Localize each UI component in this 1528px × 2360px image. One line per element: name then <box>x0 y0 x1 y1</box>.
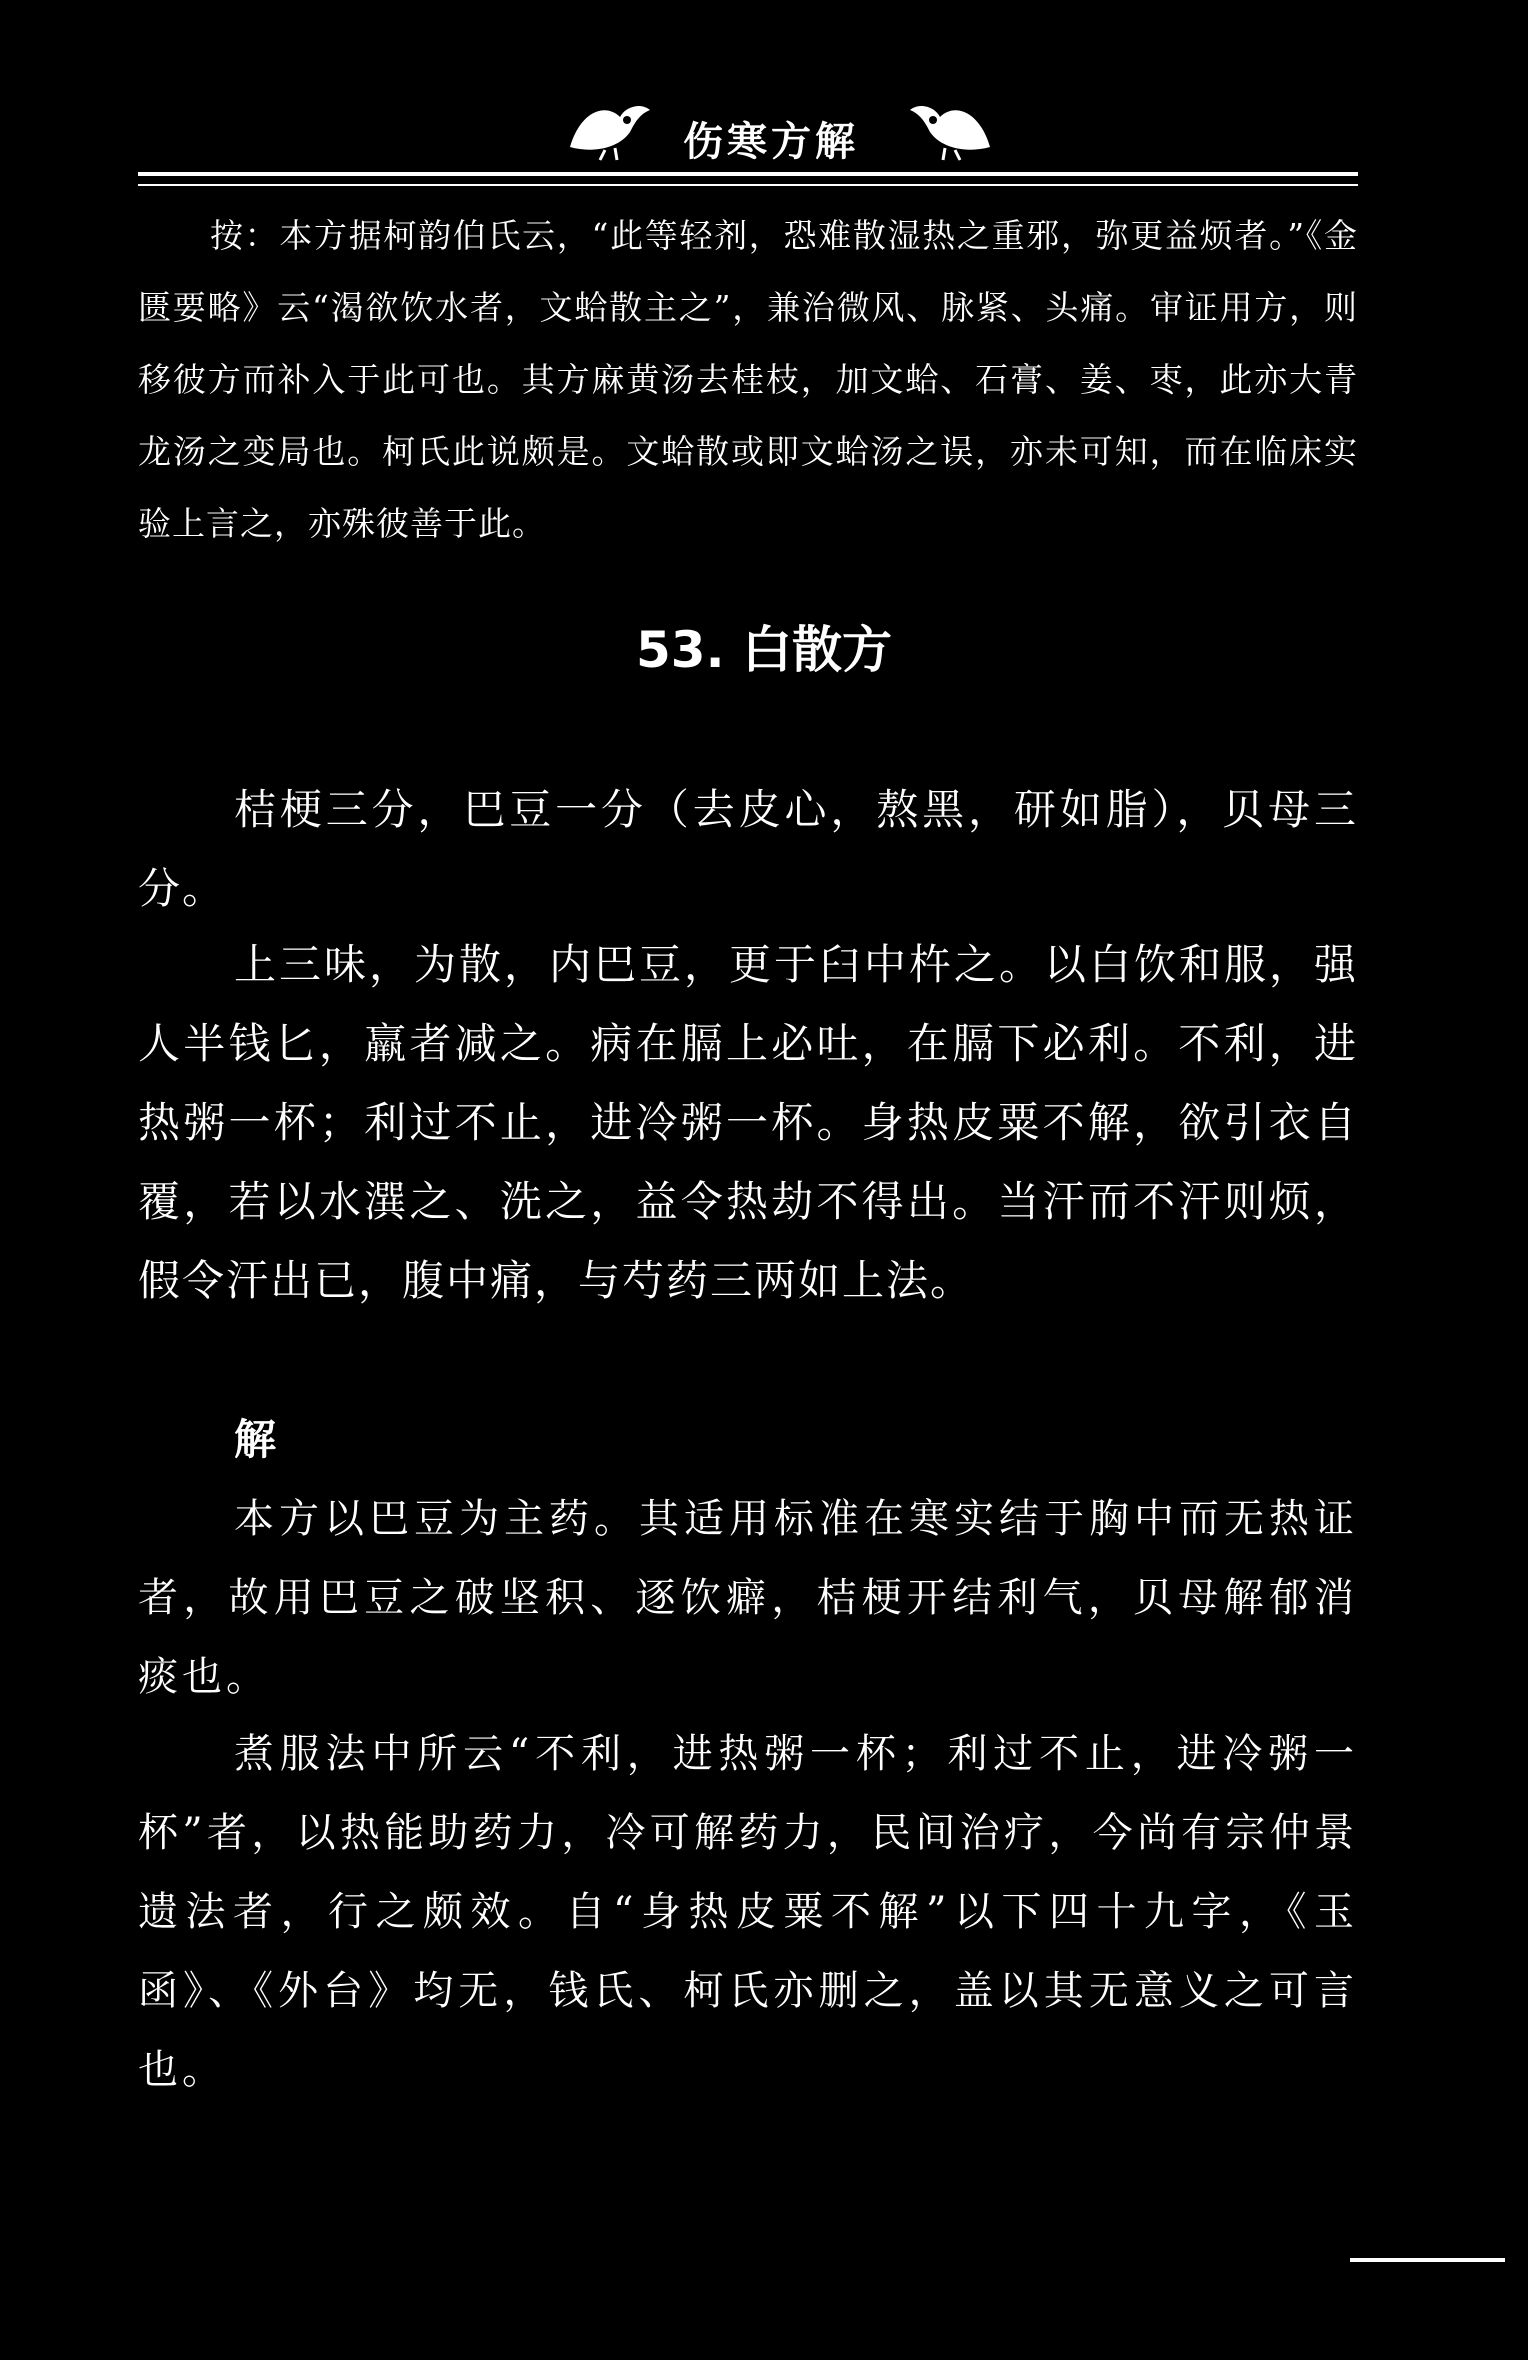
section-title: 53. 白散方 <box>636 621 892 679</box>
crane-ornament-icon <box>565 92 655 162</box>
explanation-paragraph-1: 本方以巴豆为主药。其适用标准在寒实结于胸中而无热证者，故用巴豆之破坚积、逐饮癖，桔梗开结利气，贝母解郁消痰也。 <box>138 1496 1358 1700</box>
footer-rule <box>1350 2258 1505 2262</box>
preparation-method-paragraph: 上三味，为散，内巴豆，更于臼中杵之。以白饮和服，强人半钱匕，羸者减之。病在膈上必吐，在膈下必利。不利，进热粥一杯；利过不止，进冷粥一杯。身热皮粟不解，欲引衣自覆，若以水潠之、洗之，益令热劫不得出。当汗而不汗则烦，假令汗出已，腹中痛，与芍药三两如上法。 <box>138 940 1358 1305</box>
ingredients-paragraph: 桔梗三分，巴豆一分（去皮心，熬黑，研如脂），贝母三分。 <box>138 785 1358 913</box>
crane-ornament-icon <box>905 92 995 162</box>
explanation-paragraph-2: 煮服法中所云“不利，进热粥一杯；利过不止，进冷粥一杯”者，以热能助药力，冷可解药力，民间治疗，今尚有宗仲景遗法者，行之颇效。自“身热皮粟不解”以下四十九字，《玉函》、《外台》均无，钱氏、柯氏亦删之，盖以其无意义之可言也。 <box>138 1731 1358 2093</box>
explanation-heading: 解 <box>234 1415 277 1464</box>
page-header <box>0 80 1528 190</box>
header-rule-thick <box>138 172 1358 176</box>
commentary-note: 按：本方据柯韵伯氏云，“此等轻剂，恐难散湿热之重邪，弥更益烦者。”《金匮要略》云“渴欲饮水者，文蛤散主之”，兼治微风、脉紧、头痛。审证用方，则移彼方而补入于此可也。其方麻黄汤去桂枝，加文蛤、石膏、姜、枣，此亦大青龙汤之变局也。柯氏此说颇是。文蛤散或即文蛤汤之误，亦未可知，而在临床实验上言之，亦殊彼善于此。 <box>138 216 1358 543</box>
header-rule-thin <box>138 184 1358 186</box>
running-header-title: 伤寒方解 <box>683 119 859 165</box>
